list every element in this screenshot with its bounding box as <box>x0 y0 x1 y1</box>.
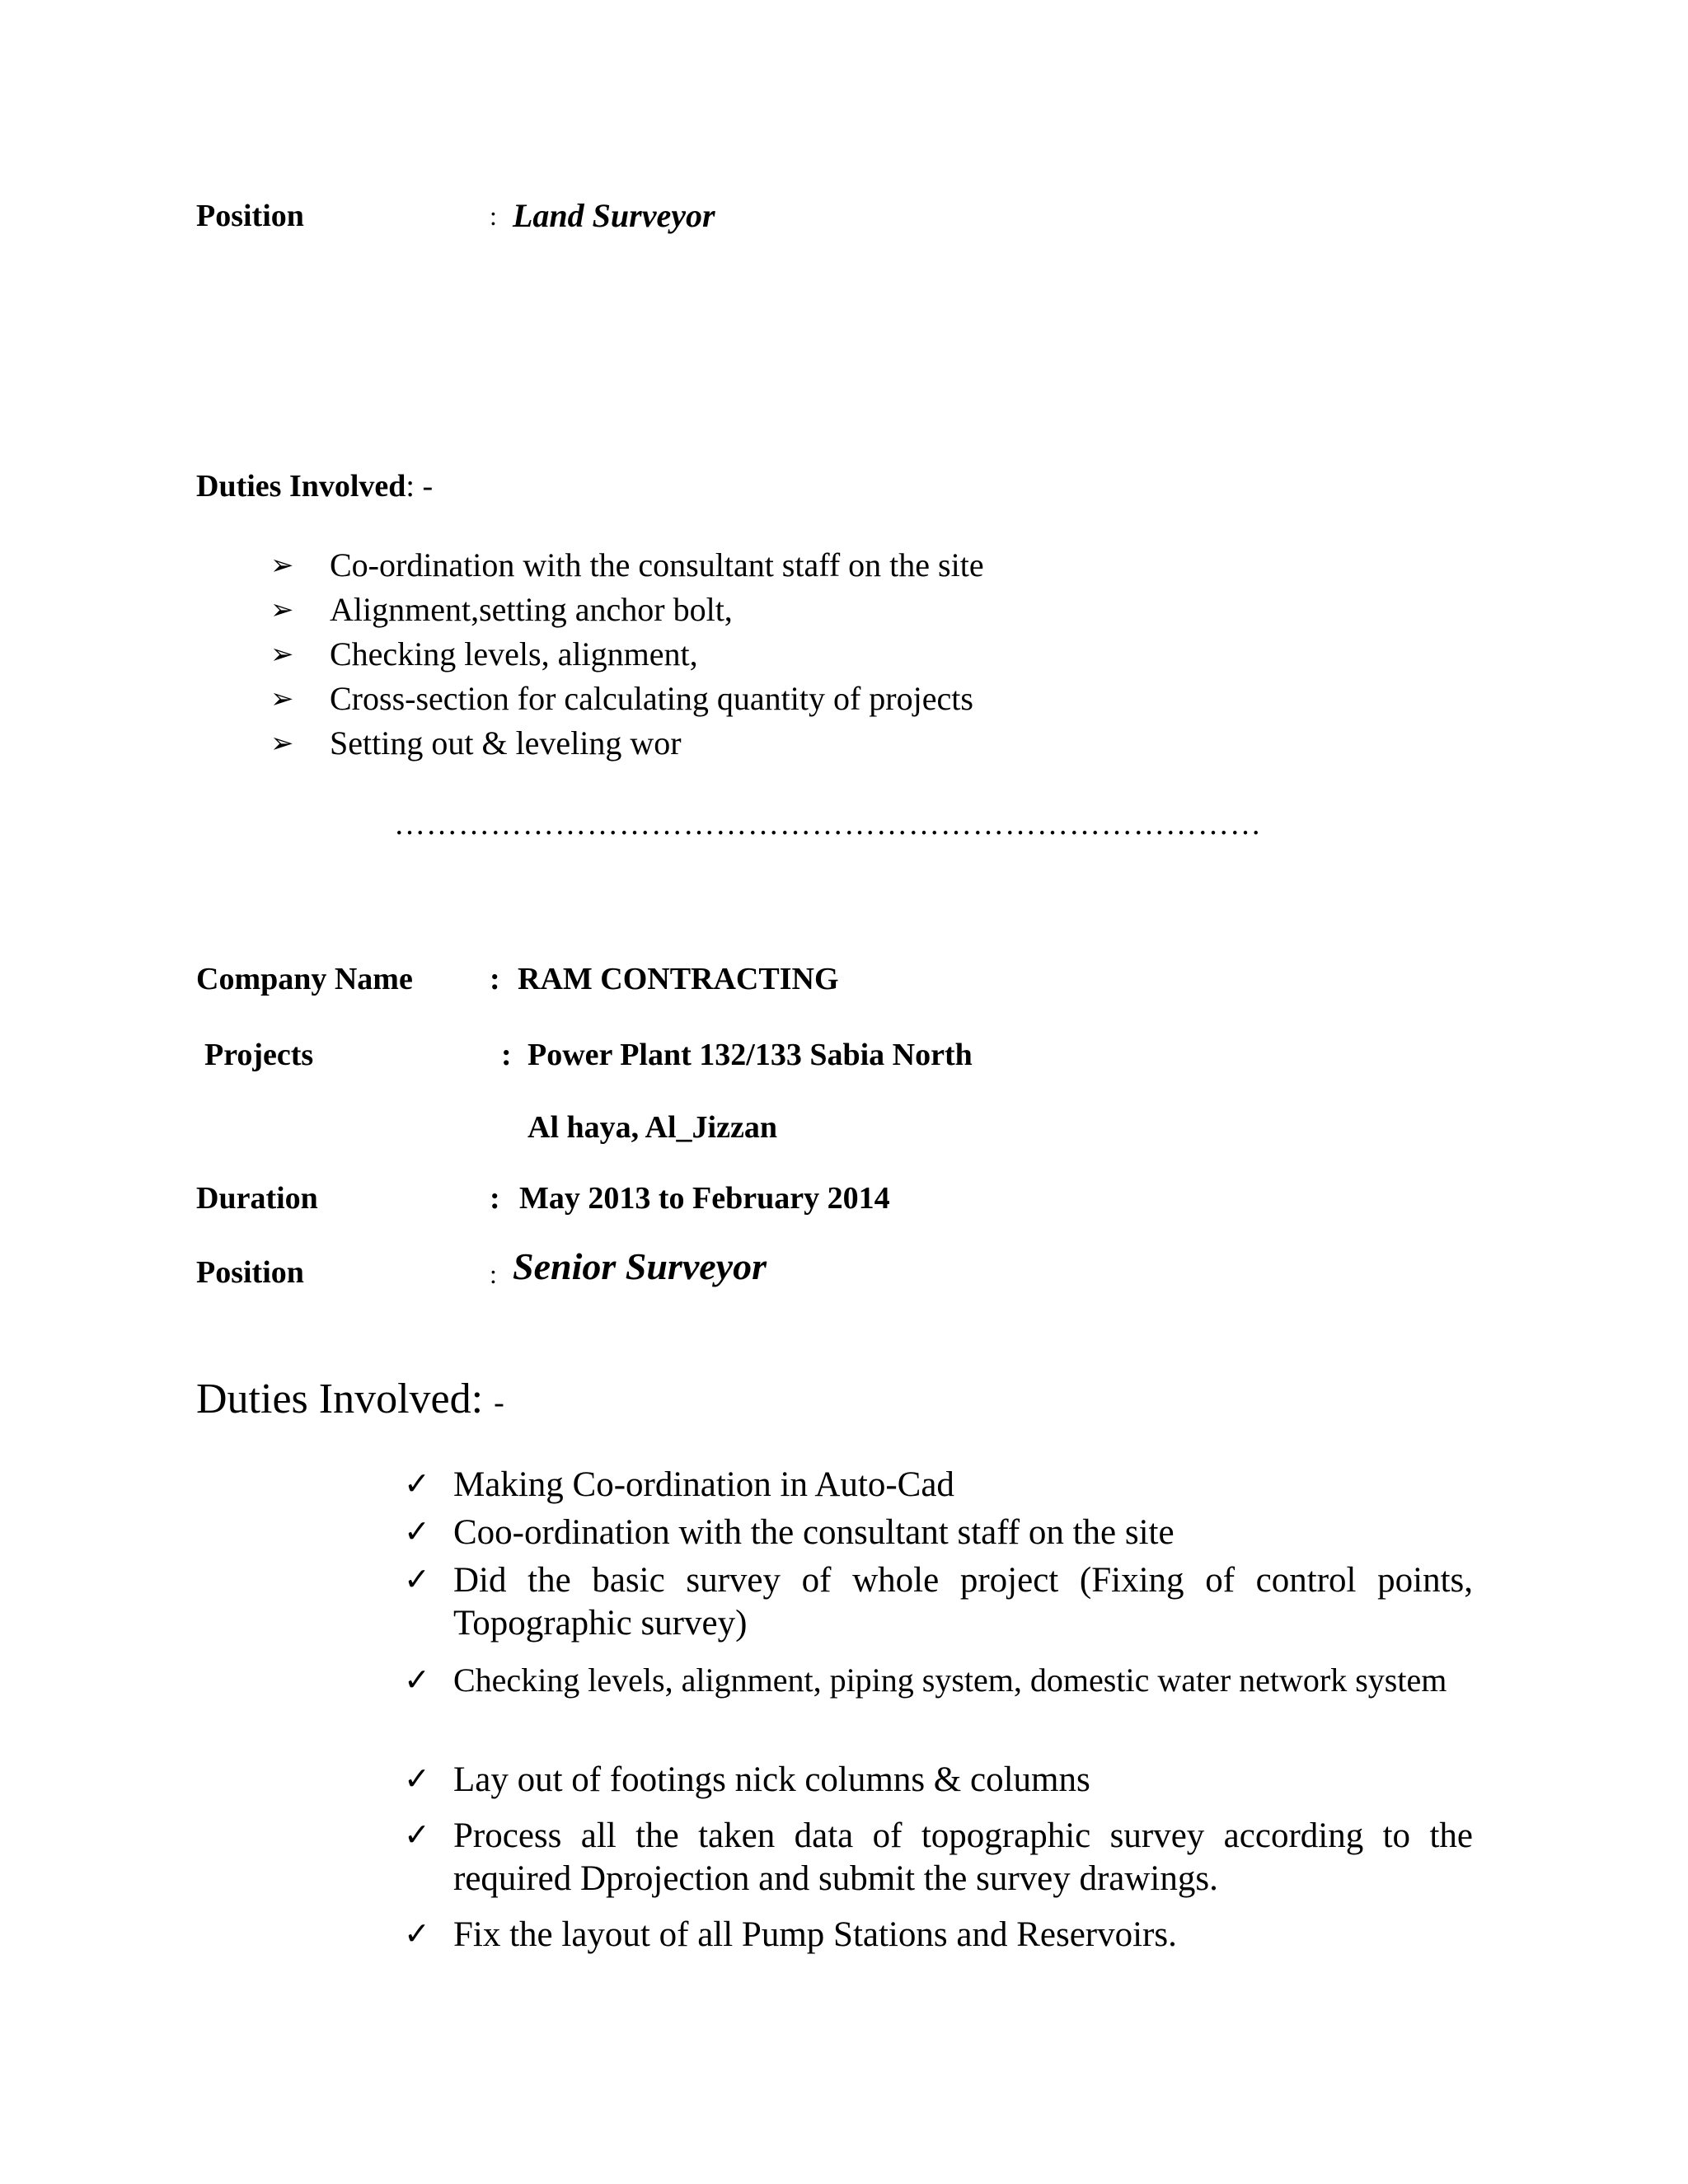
check-icon: ✓ <box>404 1513 430 1549</box>
duration-label: Duration <box>196 1181 318 1216</box>
list-item: Cross-section for calculating quantity of projects <box>330 680 973 717</box>
duties-label: Duties Involved <box>196 469 406 504</box>
list-item: Process all the taken data of topographic survey according to the required Dprojection and submit the survey drawings. <box>453 1816 1473 1898</box>
arrow-bullet-icon: ➢ <box>270 593 294 626</box>
duties-heading-1 <box>196 468 433 504</box>
position-colon: : <box>490 201 497 231</box>
company-label: Company Name <box>196 962 413 996</box>
list-item: Alignment,setting anchor bolt, <box>330 591 733 628</box>
list-item: Making Co-ordination in Auto-Cad <box>453 1465 954 1504</box>
projects-label: Projects <box>204 1038 314 1072</box>
projects-value-line2: Al haya, Al_Jizzan <box>528 1110 777 1145</box>
list-item: Checking levels, alignment, <box>330 635 698 673</box>
duties-heading-2 <box>196 1375 504 1423</box>
position-value: Land Surveyor <box>513 197 715 234</box>
duties-heading-suffix: - <box>494 1385 504 1420</box>
arrow-bullet-icon: ➢ <box>270 549 294 582</box>
position-colon-2: : <box>490 1259 497 1289</box>
list-item: Checking levels, alignment, piping system, domestic water network system <box>453 1661 1447 1699</box>
projects-value-line1: Power Plant 132/133 Sabia North <box>528 1038 973 1072</box>
check-icon: ✓ <box>404 1760 430 1797</box>
list-item: Fix the layout of all Pump Stations and Reservoirs. <box>453 1915 1177 1954</box>
arrow-bullet-icon: ➢ <box>270 682 294 715</box>
list-item: Lay out of footings nick columns & columns <box>453 1760 1090 1799</box>
projects-colon: : <box>501 1038 512 1072</box>
arrow-bullet-icon: ➢ <box>270 727 294 760</box>
check-icon: ✓ <box>404 1661 430 1698</box>
duties-heading-label: Duties Involved: <box>196 1376 484 1422</box>
position-label-2: Position <box>196 1255 304 1290</box>
position-value-2: Senior Surveyor <box>513 1245 767 1287</box>
duration-colon: : <box>490 1181 500 1216</box>
check-icon: ✓ <box>404 1915 430 1952</box>
list-item: Coo-ordination with the consultant staff on the site <box>453 1513 1175 1552</box>
check-icon: ✓ <box>404 1561 430 1597</box>
list-item: Co-ordination with the consultant staff on the site <box>330 546 984 583</box>
position-label: Position <box>196 199 304 233</box>
check-icon: ✓ <box>404 1465 430 1502</box>
list-item: Did the basic survey of whole project (Fixing of control points, Topographic survey) <box>453 1561 1473 1643</box>
duration-value: May 2013 to February 2014 <box>519 1181 890 1216</box>
dotted-separator: ……………………………………………………………………… <box>394 807 1262 841</box>
company-colon: : <box>490 962 500 996</box>
check-icon: ✓ <box>404 1816 430 1853</box>
arrow-bullet-icon: ➢ <box>270 638 294 671</box>
company-value: RAM CONTRACTING <box>518 962 839 996</box>
duties-suffix: : - <box>406 469 434 504</box>
list-item: Setting out & leveling wor <box>330 724 682 762</box>
